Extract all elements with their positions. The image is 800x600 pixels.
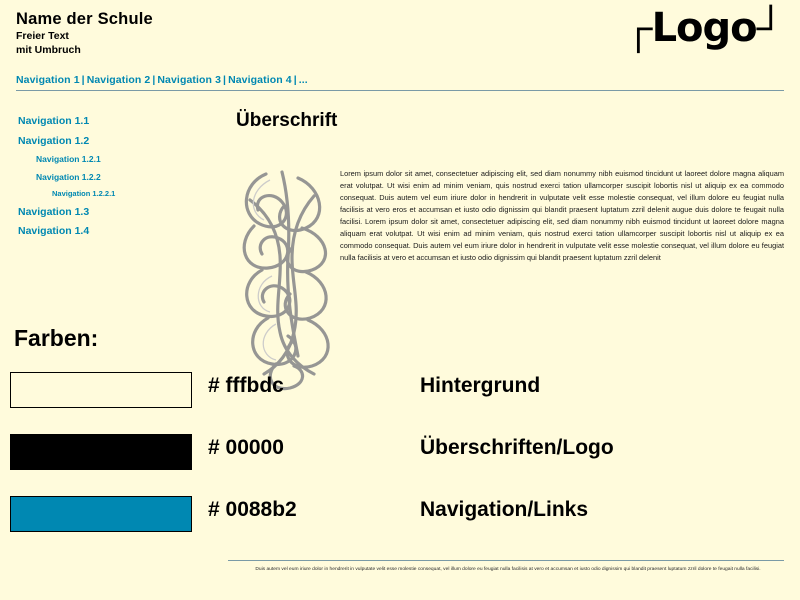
- sidebar: [18, 116, 218, 246]
- color-hex-label: # 00000: [208, 436, 284, 459]
- top-navigation[interactable]: [16, 74, 784, 86]
- sidebar-item-navigation-1-3[interactable]: Navigation 1.3: [18, 205, 90, 218]
- color-usage-label: Hintergrund: [420, 374, 541, 397]
- sidebar-item-navigation-1-2-2-1[interactable]: Navigation 1.2.2.1: [52, 189, 116, 198]
- content-paragraph: Lorem ipsum dolor sit amet, consectetuer adipiscing elit, sed diam nonummy nibh euismod tincidunt ut laoreet dolore magna aliquam erat volutpat. Ut wisi enim ad minim veniam, quis nostrud exerci tation ullamcorper suscipit lobortis nisl ut aliquip ex ea commodo consequat. Duis autem vel eum iriure dolor in hendrerit in vulputate velit esse molestie consequat, vel illum dolore eu feugiat nulla facilisis at vero eros et accumsan et iusto odio dignissim qui blandit praesent luptatum zzril delenit augue duis dolore te feugait nulla facilisi. Lorem ipsum dolor sit amet, consectetuer adipiscing elit, sed diam nonummy nibh euismod tincidunt ut laoreet dolore magna aliquam erat volutpat. Ut wisi enim ad minim veniam, quis nostrud exerci tation ullamcorper suscipit lobortis nisl ut aliquip ex ea commodo consequat. Duis autem vel eum iriure dolor in hendrerit in vulputate velit esse molestie consequat, vel illum dolore eu feugiat nulla facilisis at vero et accumsan et iusto odio dignissim qui blandit praesent luptatum zzril delenit: [340, 169, 784, 262]
- nav-item-1[interactable]: Navigation 1: [16, 74, 80, 86]
- page-header: [16, 5, 784, 72]
- main-content: [236, 110, 784, 394]
- nav-item-4[interactable]: Navigation 4: [228, 74, 292, 86]
- color-swatch-navigation: [10, 496, 192, 532]
- footer-text: Duis autem vel eum iriure dolor in hendrerit in vulputate velit esse molestie consequat, vel illum dolore eu feugiat nulla facilisis at vero et accumsan et iusto odio dignissim qui blandit praesent luptatum zzril dolore te feugait nulla facilisi.: [255, 567, 761, 572]
- logo-bracket-right-icon: ┘: [756, 6, 784, 50]
- nav-item-3[interactable]: Navigation 3: [157, 74, 222, 86]
- color-usage-label: Überschriften/Logo: [420, 436, 614, 459]
- color-hex-label: # 0088b2: [208, 498, 297, 521]
- header-divider: [16, 90, 784, 91]
- nav-ellipsis: ...: [298, 74, 308, 86]
- sidebar-item-navigation-1-2[interactable]: Navigation 1.2: [18, 134, 90, 147]
- nav-separator: |: [81, 74, 85, 86]
- color-swatch-headings: [10, 434, 192, 470]
- color-usage-label: Navigation/Links: [420, 498, 589, 521]
- sidebar-item-navigation-1-2-1[interactable]: Navigation 1.2.1: [36, 154, 101, 164]
- content-body-wrapper: [236, 144, 784, 394]
- footer-divider: [228, 560, 784, 561]
- color-row: [10, 434, 790, 484]
- colors-section-title: Farben:: [14, 325, 99, 351]
- logo-bracket-left-icon: ┌: [624, 6, 652, 50]
- school-name: Name der Schule: [16, 10, 153, 28]
- nav-separator: |: [152, 74, 156, 86]
- nav-separator: |: [223, 74, 227, 86]
- color-swatch-background: [10, 372, 192, 408]
- nav-separator: |: [293, 74, 297, 86]
- logo-text: Logo: [651, 5, 757, 51]
- color-row: [10, 372, 790, 422]
- decorative-swirl-graphic: [236, 166, 346, 396]
- color-row: [10, 496, 790, 546]
- nav-item-2[interactable]: Navigation 2: [86, 74, 151, 86]
- sidebar-item-navigation-1-2-2[interactable]: Navigation 1.2.2: [36, 171, 101, 182]
- school-subtitle-line-1: Freier Text: [16, 29, 69, 42]
- logo: [624, 5, 784, 51]
- sidebar-item-navigation-1-4[interactable]: Navigation 1.4: [18, 225, 90, 237]
- colors-list: [10, 372, 790, 558]
- school-subtitle-line-2: mit Umbruch: [16, 44, 81, 57]
- color-hex-label: # fffbdc: [208, 374, 284, 397]
- page-title: Überschrift: [236, 110, 338, 131]
- sidebar-item-navigation-1-1[interactable]: Navigation 1.1: [18, 115, 90, 127]
